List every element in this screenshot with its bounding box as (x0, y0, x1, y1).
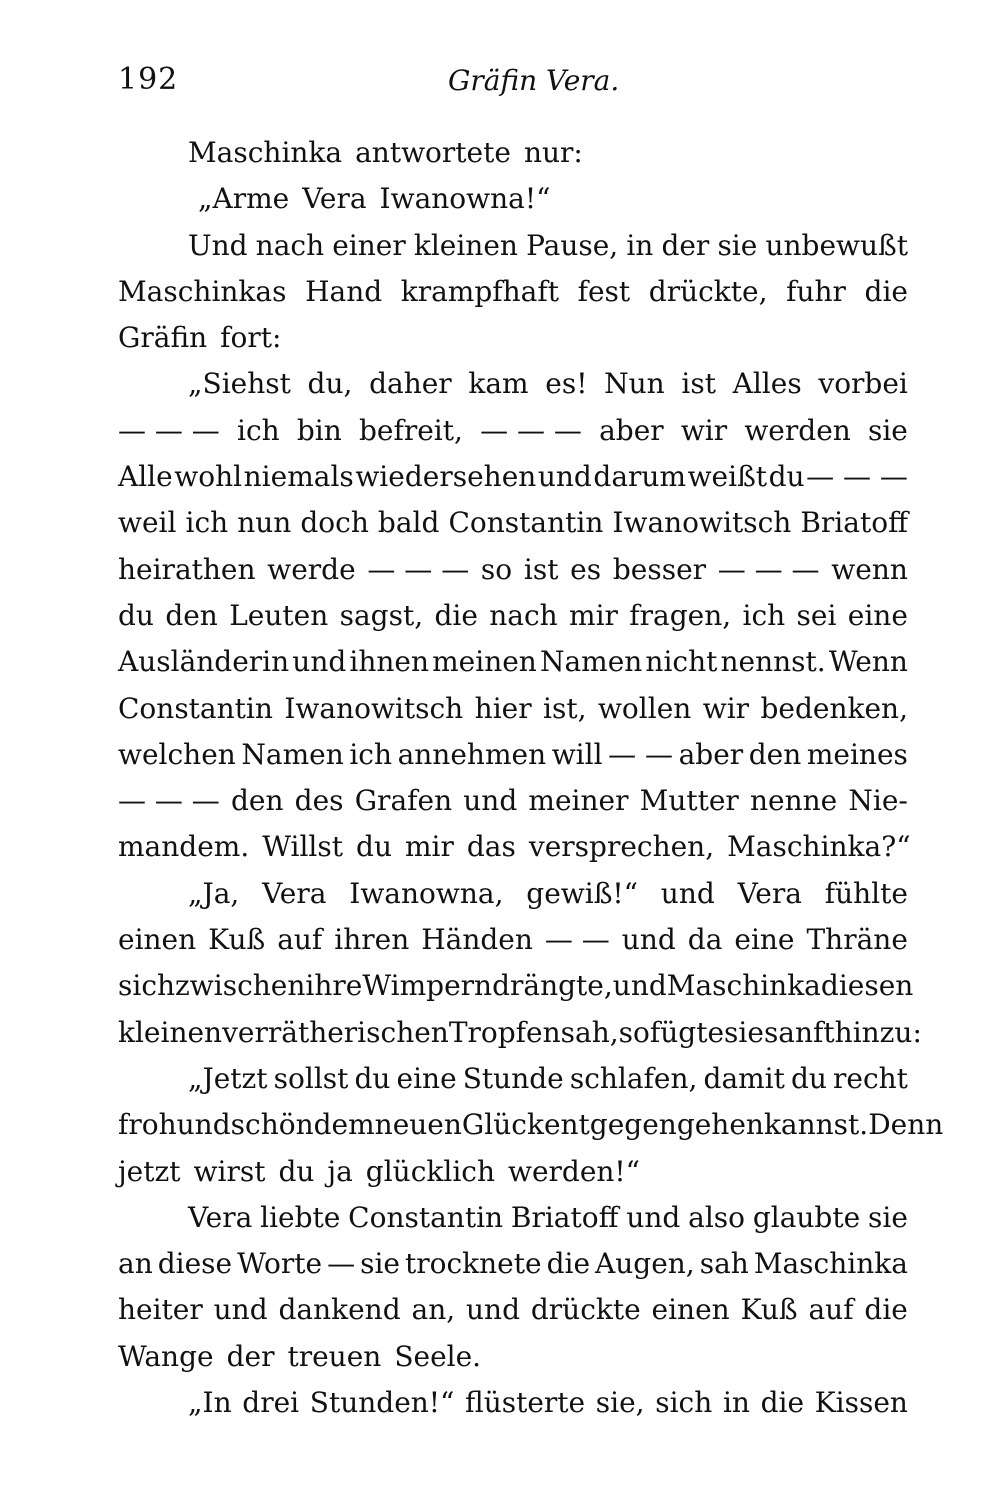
word: ist (523, 552, 559, 586)
word: Namen (539, 645, 643, 679)
word: Vera (737, 876, 802, 910)
word: Und (188, 228, 248, 262)
word: — (327, 1247, 356, 1281)
word: du (356, 830, 392, 864)
word: in (722, 1386, 750, 1420)
word: auf (808, 1293, 854, 1327)
word: werden (744, 413, 851, 447)
word: wirst (193, 1154, 266, 1188)
word: bedenken, (760, 691, 908, 725)
word: Maschinka (188, 136, 343, 169)
word: heiter (118, 1293, 203, 1327)
word: nun (237, 506, 292, 540)
word: vorbei (818, 367, 908, 401)
word: gewiß!“ (526, 876, 638, 910)
word: hier (474, 691, 532, 725)
word: Seele. (394, 1339, 482, 1373)
word: sie (867, 413, 908, 447)
text-line (118, 1056, 908, 1102)
word: aber (599, 413, 664, 447)
word: — — (544, 923, 610, 957)
word: bin (296, 413, 342, 447)
word: neuen (374, 1108, 462, 1142)
word: ich (349, 737, 392, 771)
word: sagst, (339, 598, 424, 632)
word: drei (242, 1386, 300, 1420)
word: und (626, 1200, 681, 1234)
text-line (118, 408, 908, 454)
word: Ausländerin (118, 645, 290, 679)
word: weil (118, 506, 177, 540)
word: dem (313, 1108, 375, 1142)
word: ich (237, 413, 280, 447)
word: Iwanowna!“ (379, 182, 551, 216)
text-line (118, 361, 908, 407)
text-line (118, 1287, 908, 1333)
word: sah (699, 1247, 749, 1281)
word: wir (702, 691, 750, 725)
word: drückte, (648, 274, 768, 308)
word: der (661, 228, 710, 262)
word: Gräfin (118, 321, 208, 355)
word: nach (489, 598, 558, 632)
word: einen (118, 923, 197, 957)
word: Iwanowitsch (284, 691, 464, 725)
word: ich (742, 598, 786, 632)
word: Iwanowna, (349, 876, 504, 910)
word: schlafen, (569, 1061, 698, 1095)
text-line (118, 686, 908, 732)
word: aber (678, 737, 744, 771)
word: Kuß (208, 923, 266, 957)
word: sich (118, 969, 176, 1003)
word: sie (717, 228, 758, 262)
word: Maschinkas (118, 274, 287, 308)
word: du (278, 1154, 315, 1188)
word: Constantin (118, 691, 273, 725)
word: „In (188, 1386, 232, 1420)
word: diese (157, 1247, 233, 1281)
word: Nun (604, 367, 665, 401)
word: daher (369, 367, 452, 401)
word: entgegengehen (543, 1108, 764, 1142)
word: Stunde (462, 1061, 564, 1095)
word: nicht (645, 645, 718, 679)
word: ihnen (349, 645, 430, 679)
word: fragen, (629, 598, 732, 632)
text-line (118, 1149, 908, 1195)
word: — — — (480, 413, 582, 447)
word: Leuten (229, 598, 329, 632)
word: Thräne (806, 923, 908, 957)
word: — — — (367, 552, 470, 586)
word: so (618, 1015, 650, 1049)
word: sanft (763, 1015, 835, 1049)
word: Maschinka?“ (727, 830, 911, 864)
text-line (118, 871, 908, 917)
word: Willst (262, 830, 344, 864)
running-head (118, 62, 908, 106)
text-line (118, 1241, 908, 1287)
word: werde (267, 552, 356, 586)
word: das (466, 830, 516, 864)
word: du (118, 598, 154, 632)
word: nur: (523, 136, 583, 169)
word: Constantin (448, 506, 604, 540)
text-line (118, 639, 908, 685)
word: es (570, 552, 602, 586)
word: fort: (220, 321, 282, 355)
word: ich (185, 506, 229, 540)
word: des (294, 784, 344, 818)
word: Vera (262, 876, 327, 910)
text-line (118, 454, 908, 500)
word: die (864, 274, 908, 308)
word: drückte (530, 1293, 641, 1327)
word: kannst. (763, 1108, 869, 1142)
word: ja (327, 1154, 353, 1188)
word: Wimpern (362, 969, 493, 1003)
word: niemals (243, 460, 354, 494)
word: wohl (174, 460, 243, 494)
word: und (292, 645, 347, 679)
word: wir (680, 413, 728, 447)
word: sei (796, 598, 837, 632)
word: an, (411, 1293, 456, 1327)
text-line (118, 593, 908, 639)
word: sie (360, 1247, 400, 1281)
word: mir (404, 830, 454, 864)
word: und (621, 923, 676, 957)
word: da (687, 923, 723, 957)
word: — — (608, 737, 674, 771)
word: jetzt (118, 1154, 181, 1188)
text-line (118, 130, 908, 176)
word: Nie- (848, 784, 908, 818)
word: Mutter (639, 784, 739, 818)
word: kleinen (413, 228, 518, 262)
text-line (118, 1010, 922, 1056)
page-number: 192 (118, 62, 179, 97)
word: Kuß (740, 1293, 798, 1327)
word: Augen, (595, 1247, 695, 1281)
word: ihren (334, 923, 410, 957)
word: recht (833, 1061, 908, 1095)
word: und (466, 1293, 520, 1327)
word: — — — (717, 552, 820, 586)
text-line (118, 824, 911, 870)
text-line (118, 315, 908, 361)
word: du (768, 460, 805, 494)
text-line (118, 732, 908, 778)
word: froh (118, 1108, 177, 1142)
word: nenne (749, 784, 838, 818)
word: trocknete (404, 1247, 542, 1281)
word: krampfhaft (400, 274, 559, 308)
word: annehmen (397, 737, 547, 771)
word: die (546, 1247, 591, 1281)
text-line (118, 963, 914, 1009)
word: mir (569, 598, 618, 632)
word: meiner (528, 784, 629, 818)
word: und (660, 876, 715, 910)
word: nach (255, 228, 325, 262)
word: Briatoff (800, 506, 908, 540)
word: Pause, (526, 228, 619, 262)
text-line (118, 269, 908, 315)
word: werden!“ (507, 1154, 640, 1188)
word: liebte (260, 1200, 341, 1234)
word: du (790, 1061, 827, 1095)
word: sollst (273, 1061, 349, 1095)
word: „Siehst (188, 367, 291, 401)
word: flüsterte (465, 1386, 586, 1420)
word: treuen (287, 1339, 382, 1373)
word: Stunden!“ (309, 1386, 455, 1420)
word: Constantin (348, 1200, 504, 1234)
word: „Ja, (188, 876, 240, 910)
word: also (688, 1200, 746, 1234)
word: weißt (687, 460, 768, 494)
word: — — — (806, 460, 908, 494)
word: die (434, 598, 478, 632)
word: antwortete (355, 136, 511, 169)
text-line (118, 1195, 908, 1241)
word: Vera (302, 182, 367, 216)
word: unbewußt (765, 228, 908, 262)
word: damit (703, 1061, 785, 1095)
word: und (176, 1108, 231, 1142)
running-title: Gräfin Vera. (448, 64, 620, 97)
word: Namen (241, 737, 344, 771)
word: versprechen, (528, 830, 715, 864)
word: eine (396, 1061, 457, 1095)
word: Alles (732, 367, 802, 401)
word: fühlte (824, 876, 908, 910)
word: ihre (305, 969, 363, 1003)
word: und (537, 460, 592, 494)
word: den (748, 737, 802, 771)
word: diesen (820, 969, 914, 1003)
word: glaubte (752, 1200, 861, 1234)
text-line (118, 176, 908, 222)
word: Kissen (814, 1386, 908, 1420)
word: sie (868, 1200, 908, 1234)
word: Grafen (354, 784, 453, 818)
word: zwischen (175, 969, 306, 1003)
word: meines (806, 737, 908, 771)
word: sich (655, 1386, 713, 1420)
word: Iwanowitsch (612, 506, 792, 540)
text-line (118, 500, 908, 546)
word: besser (612, 552, 707, 586)
word: Händen (421, 923, 533, 957)
word: wollen (597, 691, 692, 725)
word: kam (468, 367, 529, 401)
word: Hand (305, 274, 383, 308)
word: Tropfen (448, 1015, 561, 1049)
word: glücklich (365, 1154, 495, 1188)
word: drängte, (492, 969, 613, 1003)
word: doch (300, 506, 369, 540)
word: ist (681, 367, 716, 401)
text-line (118, 1380, 908, 1426)
word: Maschinka (666, 969, 821, 1003)
word: ist, (543, 691, 587, 725)
word: an (118, 1247, 153, 1281)
word: dankend (278, 1293, 401, 1327)
text-line (118, 1102, 944, 1148)
word: welchen (118, 737, 236, 771)
text-line (118, 917, 908, 963)
word: sah, (560, 1015, 619, 1049)
word: den (165, 598, 218, 632)
word: Alle (118, 460, 173, 494)
word: mandem. (118, 830, 250, 864)
word: Maschinka (753, 1247, 908, 1281)
word: bald (377, 506, 440, 540)
word: hinzu: (834, 1015, 922, 1049)
word: der (226, 1339, 275, 1373)
word: einer (332, 228, 406, 262)
word: schön (230, 1108, 314, 1142)
word: auf (277, 923, 323, 957)
word: du (354, 1061, 391, 1095)
word: wiedersehen (355, 460, 537, 494)
word: so (480, 552, 513, 586)
word: fest (577, 274, 631, 308)
word: Vera (188, 1200, 253, 1234)
word: „Arme (198, 182, 290, 216)
word: „Jetzt (188, 1061, 268, 1095)
word: verrätherischen (222, 1015, 449, 1049)
word: und (612, 969, 667, 1003)
word: wenn (831, 552, 908, 586)
word: Wenn (828, 645, 908, 679)
word: fuhr (786, 274, 846, 308)
word: kleinen (118, 1015, 223, 1049)
word: eine (847, 598, 908, 632)
word: heirathen (118, 552, 256, 586)
text-line (118, 547, 908, 593)
word: sie, (595, 1386, 645, 1420)
word: — — — (118, 413, 220, 447)
word: und (463, 784, 518, 818)
word: und (213, 1293, 268, 1327)
text-body (118, 130, 944, 1426)
word: Briatoff (510, 1200, 619, 1234)
word: will (551, 737, 603, 771)
word: eine (734, 923, 795, 957)
word: fügte (649, 1015, 725, 1049)
word: es! (545, 367, 588, 401)
word: darum (593, 460, 687, 494)
word: Worte (237, 1247, 323, 1281)
word: befreit, (358, 413, 463, 447)
word: die (760, 1386, 805, 1420)
word: Denn (868, 1108, 944, 1142)
word: Wange (118, 1339, 214, 1373)
word: sie (724, 1015, 764, 1049)
word: du, (307, 367, 353, 401)
word: nennst. (720, 645, 826, 679)
word: Glück (461, 1108, 544, 1142)
word: die (864, 1293, 908, 1327)
text-line (118, 223, 908, 269)
word: meinen (432, 645, 537, 679)
word: — — — (118, 784, 220, 818)
word: in (626, 228, 654, 262)
text-line (118, 1334, 908, 1380)
text-line (118, 778, 908, 824)
word: einen (651, 1293, 730, 1327)
word: den (230, 784, 284, 818)
